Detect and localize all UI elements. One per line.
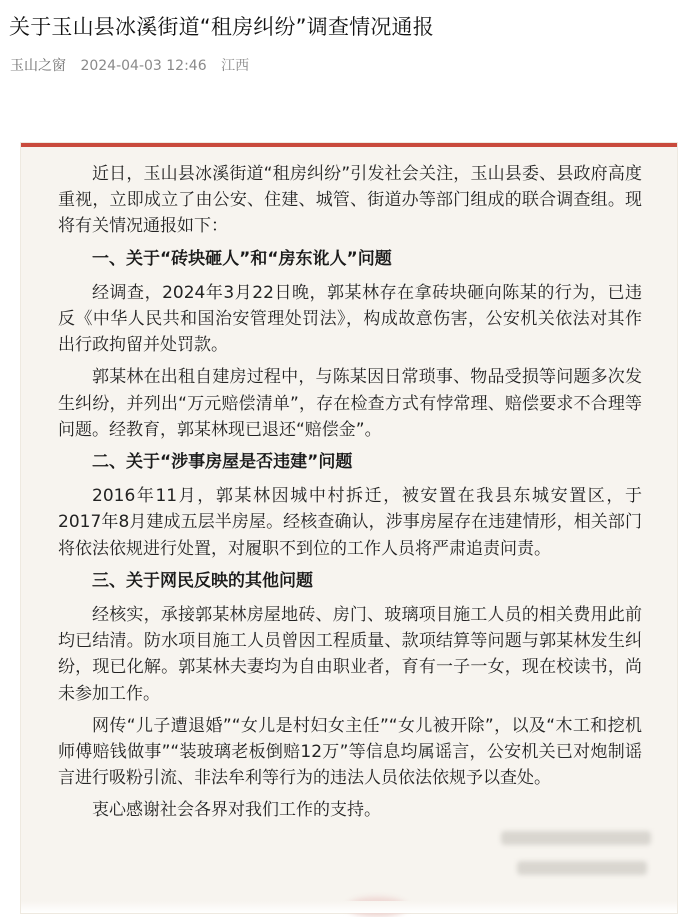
article-meta — [10, 56, 259, 76]
blurred-signature-issuer — [501, 831, 651, 845]
closing-paragraph: 衷心感谢社会各界对我们工作的支持。 — [92, 800, 381, 821]
notice-body — [58, 161, 642, 830]
section-2-paragraph-1: 2016年11月，郭某林因城中村拆迁，被安置在我县东城安置区，于2017年8月建成五层半房屋。经核查确认，涉事房屋存在违建情形，相关部门将依法依规进行处置，对履职不到位的工作人员将严肃追责问责。 — [58, 486, 642, 559]
section-3-paragraph-1: 经核实，承接郭某林房屋地砖、房门、玻璃项目施工人员的相关费用此前均已结清。防水项目施工人员曾因工程质量、款项结算等问题与郭某林发生纠纷，现已化解。郭某林夫妻均为自由职业者，育有一子一女，现在校读书，尚未参加工作。 — [58, 605, 642, 704]
section-1-paragraph-2: 郭某林在出租自建房过程中，与陈某因日常琐事、物品受损等问题多次发生纠纷，并列出“万元赔偿清单”，存在检查方式有悖常理、赔偿要求不合理等问题。经教育，郭某林现已退还“赔偿金”。 — [58, 367, 642, 440]
section-3-heading: 三、关于网民反映的其他问题 — [92, 570, 313, 591]
article-header — [0, 0, 690, 120]
publish-datetime: 2024-04-03 12:46 — [80, 58, 207, 74]
intro-paragraph: 近日，玉山县冰溪街道“租房纠纷”引发社会关注，玉山县委、县政府高度重视，立即成立了由公安、住建、城管、街道办等部门组成的联合调查组。现将有关情况通报如下： — [58, 164, 642, 237]
section-2-heading: 二、关于“涉事房屋是否违建”问题 — [92, 452, 353, 473]
blurred-signature-date — [517, 861, 647, 875]
blurred-seal — [347, 897, 407, 917]
section-1-heading: 一、关于“砖块砸人”和“房东讹人”问题 — [92, 248, 392, 269]
source-account-link[interactable]: 玉山之窗 — [10, 58, 66, 74]
section-1-paragraph-1: 经调查，2024年3月22日晚，郭某林存在拿砖块砸向陈某的行为，已违反《中华人民共和国治安管理处罚法》，构成故意伤害，公安机关依法对其作出行政拘留并处罚款。 — [58, 282, 642, 356]
article-title: 关于玉山县冰溪街道“租房纠纷”调查情况通报 — [9, 15, 434, 39]
section-3-paragraph-2: 网传“儿子遭退婚”“女儿是村妇女主任”“女儿被开除”，以及“木工和挖机师傅赔钱做事”“装玻璃老板倒赔12万”等信息均属谣言，公安机关已对炮制谣言进行吸粉引流、非法牟利等行为的违法人员依法依规予以查处。 — [58, 715, 642, 789]
publish-region: 江西 — [221, 58, 250, 74]
notice-document-image — [21, 143, 677, 913]
